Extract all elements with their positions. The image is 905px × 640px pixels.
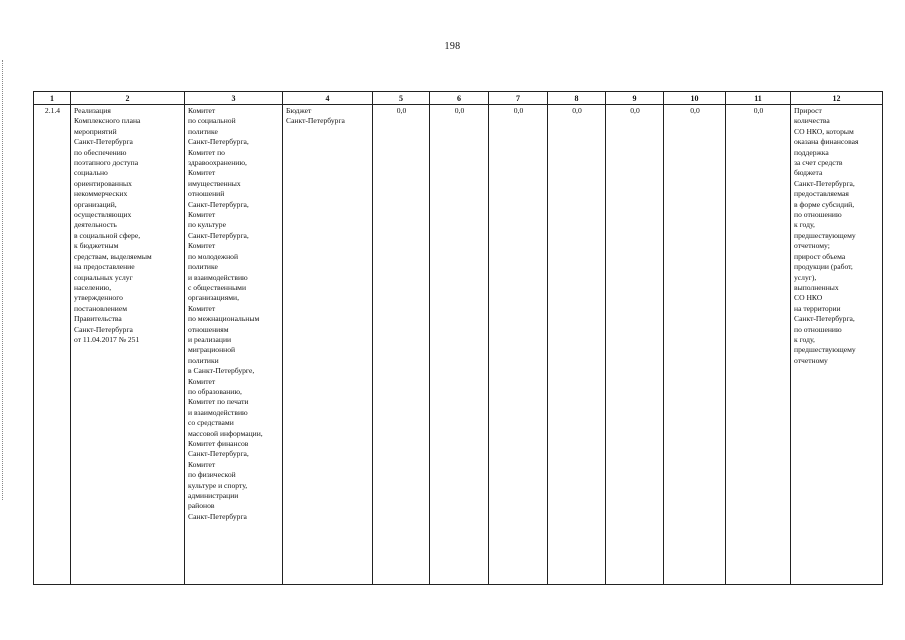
row-executors: Комитет по социальной политике Санкт-Петербурга, Комитет по здравоохранению, Комитет имущественных отношений Санкт-Петербурга, Комитет по культуре Санкт-Петербурга, Комитет по молодежной политике и взаимодействию с общественными организациями, Комитет по межнациональным отношениям и реализации миграционной политики в Санкт-Петербурге, Комитет по образованию, Комитет по печати и взаимодействию со средствами массовой информации, Комитет финансов Санкт-Петербурга, Комитет по физической культуре и спорту, администрации районов Санкт-Петербурга xyxy=(185,105,283,585)
row-value-8: 0,0 xyxy=(548,105,606,585)
row-indicator: Прирост количества СО НКО, которым оказана финансовая поддержка за счет средств бюджета Санкт-Петербурга, предоставляемая в форме субсидий, по отношению к году, предшествующему отчетному; прирост объема продукции (работ, услуг), выполненных СО НКО на территории Санкт-Петербурга, по отношению к году, предшествующему отчетному xyxy=(791,105,883,585)
row-value-6: 0,0 xyxy=(430,105,489,585)
row-value-10: 0,0 xyxy=(664,105,726,585)
header-cell-4: 4 xyxy=(283,92,373,105)
header-cell-2: 2 xyxy=(71,92,185,105)
page-number: 198 xyxy=(444,41,461,52)
header-cell-12: 12 xyxy=(791,92,883,105)
header-cell-1: 1 xyxy=(34,92,71,105)
row-value-11: 0,0 xyxy=(726,105,791,585)
table-row xyxy=(34,105,883,585)
row-value-9: 0,0 xyxy=(606,105,664,585)
header-cell-11: 11 xyxy=(726,92,791,105)
header-cell-3: 3 xyxy=(185,92,283,105)
header-cell-5: 5 xyxy=(373,92,430,105)
row-value-7: 0,0 xyxy=(489,105,548,585)
header-cell-10: 10 xyxy=(664,92,726,105)
row-description: Реализация Комплексного плана мероприятий Санкт-Петербурга по обеспечению поэтапного доступа социально ориентированных некоммерческих организаций, осуществляющих деятельность в социальной сфере, к бюджетным средствам, выделяемым на предоставление социальных услуг населению, утвержденного постановлением Правительства Санкт-Петербурга от 11.04.2017 № 251 xyxy=(71,105,185,585)
header-cell-9: 9 xyxy=(606,92,664,105)
row-value-5: 0,0 xyxy=(373,105,430,585)
header-cell-7: 7 xyxy=(489,92,548,105)
row-funding-source: Бюджет Санкт-Петербурга xyxy=(283,105,373,585)
row-code: 2.1.4 xyxy=(34,105,71,585)
page-edge-line xyxy=(2,60,4,500)
header-cell-6: 6 xyxy=(430,92,489,105)
header-cell-8: 8 xyxy=(548,92,606,105)
header-row xyxy=(34,92,883,105)
data-table xyxy=(33,91,883,585)
